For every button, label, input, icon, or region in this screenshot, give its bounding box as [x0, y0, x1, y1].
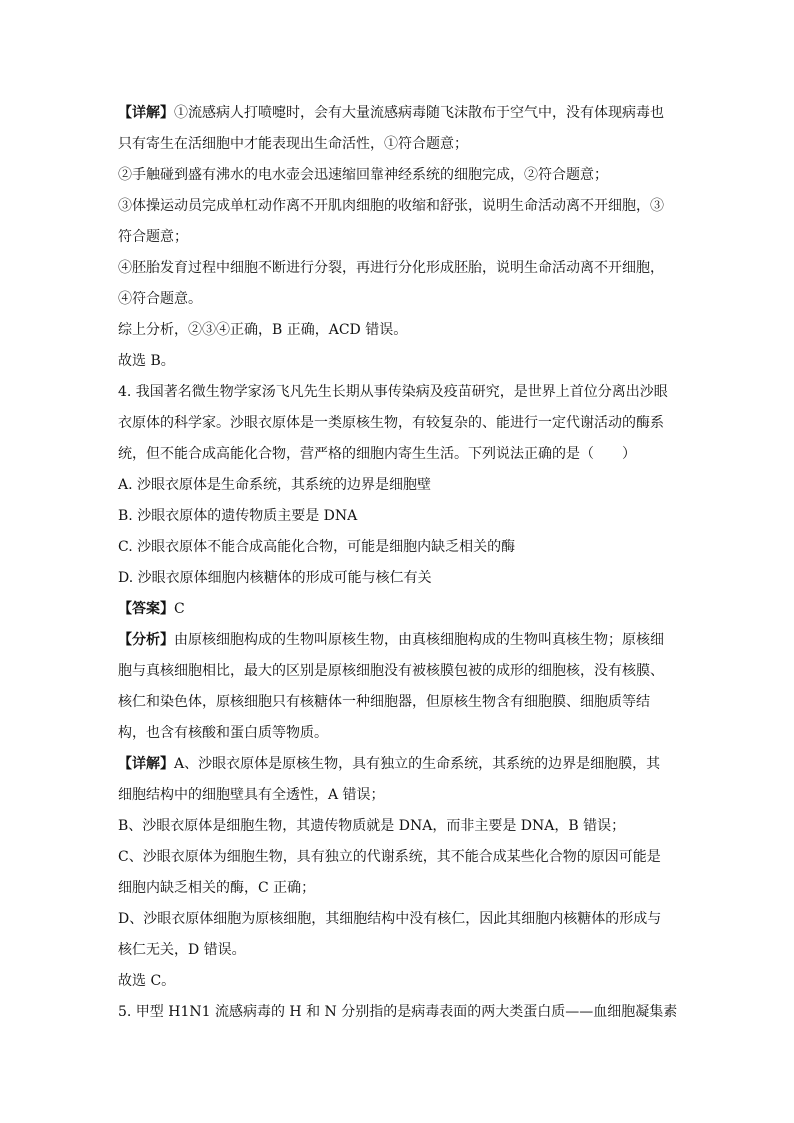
q4-analysis-line-2: 胞与真核细胞相比，最大的区别是原核细胞没有被核膜包被的成形的细胞核，没有核膜、	[118, 663, 664, 679]
q4-stem-line-2: 衣原体的科学家。沙眼衣原体是一类原核生物，有较复杂的、能进行一定代谢活动的酶系	[118, 415, 664, 431]
q3-detail-line-2: 只有寄生在活细胞中才能表现出生命活性，①符合题意；	[118, 136, 468, 152]
q5-stem-line-1: 5. 甲型 H1N1 流感病毒的 H 和 N 分别指的是病毒表面的两大类蛋白质——血细胞凝集素	[118, 1004, 678, 1020]
q4-detail-line-5: 细胞内缺乏相关的酶，C 正确；	[118, 880, 316, 896]
q4-option-d: D. 沙眼衣原体细胞内核糖体的形成可能与核仁有关	[118, 570, 432, 586]
q4-answer	[118, 594, 678, 625]
q4-detail-line-2: 细胞结构中的细胞壁具有全透性，A 错误；	[118, 787, 385, 803]
document-content	[118, 98, 678, 1028]
q4-option-a: A. 沙眼衣原体是生命系统，其系统的边界是细胞壁	[118, 477, 432, 493]
q3-detail-line-5: 符合题意；	[118, 229, 188, 245]
q3-detail-tag: 【详解】	[118, 105, 174, 121]
q4-detail-tag: 【详解】	[118, 756, 174, 772]
q3-detail-line-7: ④符合题意。	[118, 291, 202, 307]
q4-answer-tag: 【答案】	[118, 601, 174, 617]
q4-detail-line-1: 【详解】A、沙眼衣原体是原核生物，具有独立的生命系统，其系统的边界是细胞膜，其	[118, 756, 661, 772]
q4-detail-line-3: B、沙眼衣原体是细胞生物，其遗传物质就是 DNA，而非主要是 DNA，B 错误；	[118, 818, 626, 834]
q4-analysis-line-1: 【分析】由原核细胞构成的生物叫原核生物，由真核细胞构成的生物叫真核生物；原核细	[118, 632, 664, 648]
q4-option-b: B. 沙眼衣原体的遗传物质主要是 DNA	[118, 508, 358, 524]
q3-detail-line-4: ③体操运动员完成单杠动作离不开肌肉细胞的收缩和舒张，说明生命活动离不开细胞，③	[118, 198, 664, 214]
q4-detail-line-4: C、沙眼衣原体为细胞生物，具有独立的代谢系统，其不能合成某些化合物的原因可能是	[118, 849, 661, 865]
q4-detail-line-7: 核仁无关，D 错误。	[118, 942, 246, 958]
q4-analysis-tag: 【分析】	[118, 632, 174, 648]
q4-answer-value: C	[174, 601, 185, 617]
q4-option-c: C. 沙眼衣原体不能合成高能化合物，可能是细胞内缺乏相关的酶	[118, 539, 516, 555]
q3-choice: 故选 B。	[118, 353, 175, 369]
q3-summary: 综上分析，②③④正确，B 正确，ACD 错误。	[118, 322, 408, 338]
q3-detail-line-1: 【详解】①流感病人打喷嚏时，会有大量流感病毒随飞沫散布于空气中，没有体现病毒也	[118, 105, 664, 121]
q4-detail-line-6: D、沙眼衣原体细胞为原核细胞，其细胞结构中没有核仁，因此其细胞内核糖体的形成与	[118, 911, 662, 927]
q4-analysis-line-4: 构，也含有核酸和蛋白质等物质。	[118, 725, 328, 741]
q3-detail-line-6: ④胚胎发育过程中细胞不断进行分裂，再进行分化形成胚胎，说明生命活动离不开细胞，	[118, 260, 664, 276]
q3-detail-line-3: ②手触碰到盛有沸水的电水壶会迅速缩回靠神经系统的细胞完成，②符合题意；	[118, 167, 608, 183]
q4-choice: 故选 C。	[118, 973, 176, 989]
q4-stem-line-3: 统，但不能合成高能化合物，营严格的细胞内寄生生活。下列说法正确的是（ ）	[118, 446, 636, 462]
q4-stem-line-1: 4. 我国著名微生物学家汤飞凡先生长期从事传染病及疫苗研究，是世界上首位分离出沙眼	[118, 384, 668, 400]
q4-analysis-line-3: 核仁和染色体，原核细胞只有核糖体一种细胞器，但原核生物含有细胞膜、细胞质等结	[118, 694, 650, 710]
